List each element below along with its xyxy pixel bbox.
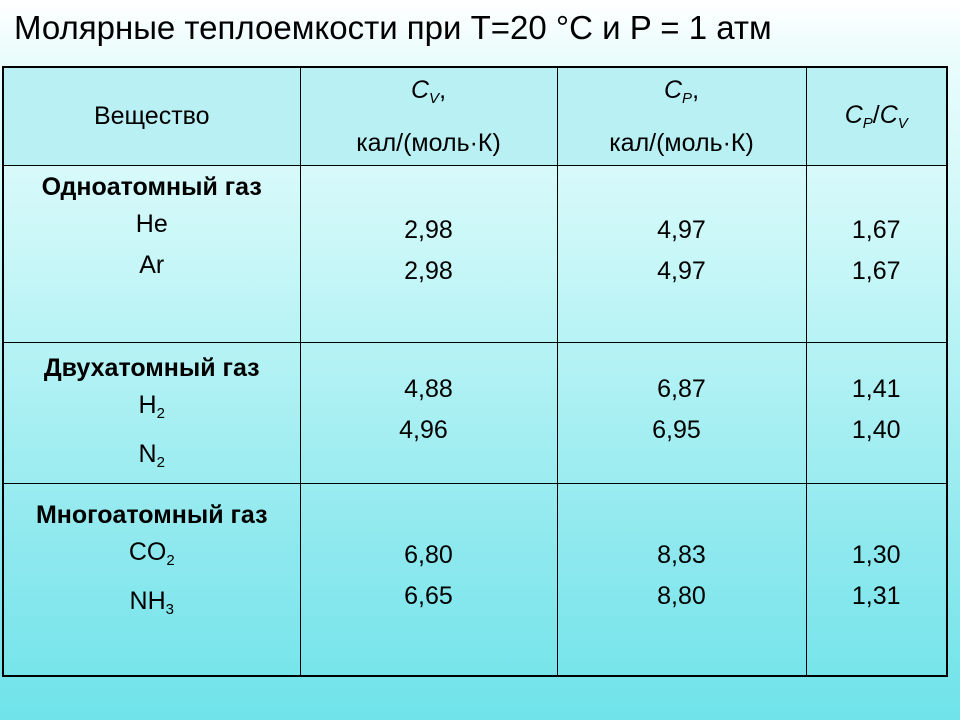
cp-value: 6,95 [652, 416, 701, 444]
group-cell [3, 343, 300, 484]
ratio-cell [806, 484, 947, 676]
cp-comma: , [692, 76, 700, 104]
group-name: Многоатомный газ [35, 501, 268, 529]
cp-cell [557, 484, 806, 676]
substance-formula: $H_2$ [138, 391, 165, 422]
header-cv [300, 67, 557, 166]
substance-formula: $CO_2$ [128, 538, 175, 569]
ratio-value: 1,30 [851, 541, 901, 570]
cp-cell [557, 166, 806, 343]
substance-formula: $N_2$ [138, 440, 165, 471]
cp-value: 4,97 [657, 216, 706, 244]
cv-units: кал/(моль·К) [356, 129, 501, 157]
table-row-monatomic [3, 166, 947, 343]
cp-value: 6,87 [657, 375, 706, 403]
cp-value: 8,80 [657, 582, 706, 611]
ratio-cp-subscript: P [862, 115, 873, 132]
cv-value: 2,98 [404, 216, 453, 244]
cv-cell [300, 343, 557, 484]
table-row-diatomic [3, 343, 947, 484]
cv-subscript: V [429, 90, 440, 107]
cv-cell [300, 484, 557, 676]
group-cell [3, 166, 300, 343]
cp-value: 8,83 [657, 541, 706, 570]
ratio-cp-symbol: C [844, 101, 863, 129]
ratio-value: 1,67 [851, 216, 901, 244]
ratio-cell [806, 166, 947, 343]
header-cp [557, 67, 806, 166]
cv-value: 4,96 [399, 416, 448, 444]
cv-value: 6,80 [404, 541, 453, 570]
ratio-cv-symbol: C [879, 101, 898, 129]
header-ratio [806, 67, 947, 166]
group-cell [3, 484, 300, 676]
cp-units: кал/(моль·К) [609, 129, 754, 157]
ratio-value: 1,41 [851, 375, 901, 403]
cp-symbol: C [663, 76, 683, 104]
heat-capacity-table [2, 66, 948, 677]
cp-value: 4,97 [657, 257, 706, 285]
group-name: Двухатомный газ [43, 354, 260, 382]
table-header-row [3, 67, 947, 166]
header-substance: Вещество [3, 67, 300, 166]
substance-formula: Ar [139, 251, 165, 279]
cv-value: 4,88 [404, 375, 453, 403]
cv-symbol: C [410, 76, 430, 104]
cv-comma: , [439, 76, 447, 104]
ratio-cell [806, 343, 947, 484]
group-name: Одноатомный газ [41, 173, 262, 201]
ratio-slash: / [872, 101, 880, 129]
cv-cell [300, 166, 557, 343]
cv-value: 6,65 [404, 582, 453, 611]
ratio-value: 1,31 [851, 582, 901, 611]
ratio-value: 1,67 [851, 257, 901, 285]
cv-value: 2,98 [404, 257, 453, 285]
ratio-cv-subscript: V [897, 115, 908, 132]
substance-formula: $NH_3$ [129, 587, 174, 618]
substance-formula: He [135, 210, 168, 238]
page-title: Молярные теплоемкости при T=20 °C и P = 1 атм [14, 9, 772, 46]
ratio-value: 1,40 [851, 416, 901, 444]
table-row-polyatomic [3, 484, 947, 676]
cp-subscript: P [682, 90, 693, 107]
cp-cell [557, 343, 806, 484]
